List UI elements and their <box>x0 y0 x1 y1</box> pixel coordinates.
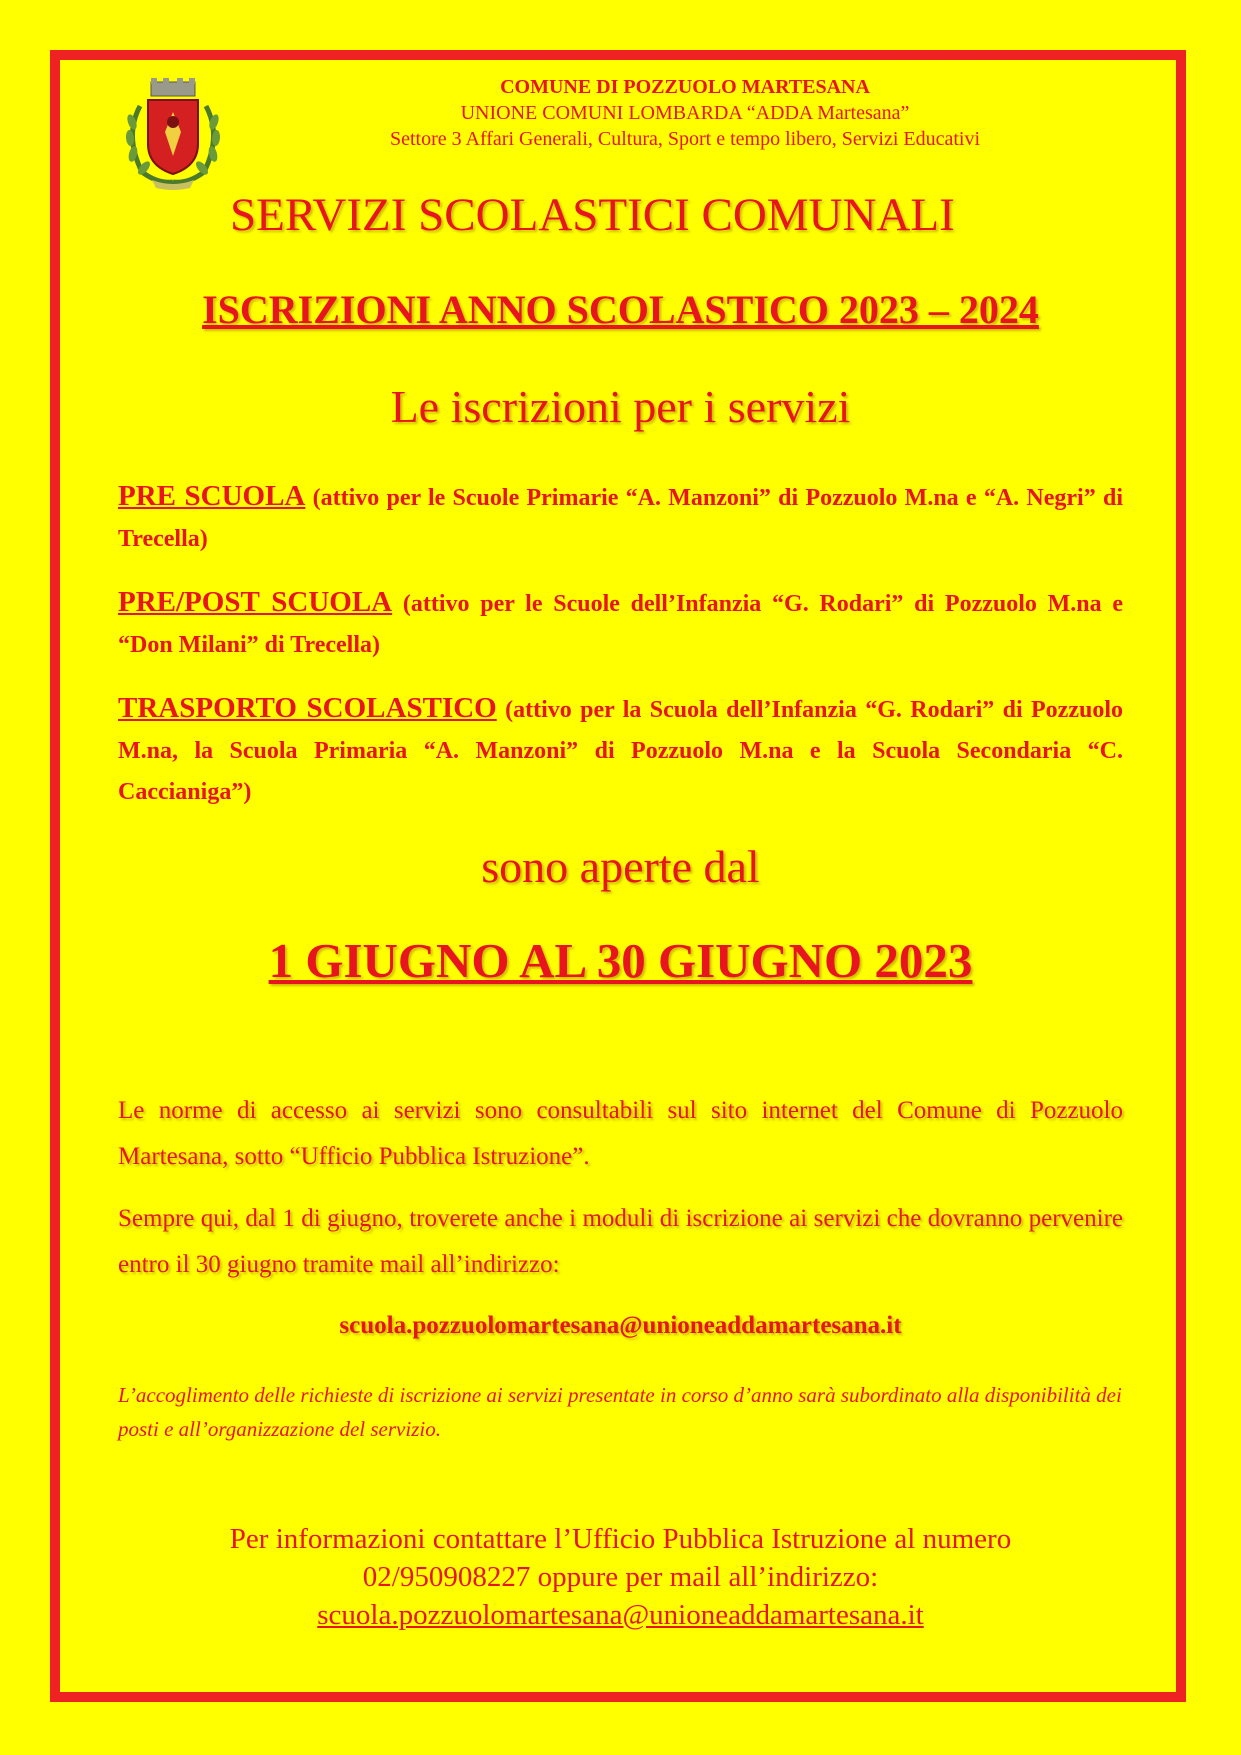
opens-label: sono aperte dal <box>481 841 760 892</box>
forms-paragraph: Sempre qui, dal 1 di giugno, troverete anche i moduli di iscrizione ai servizi che dovranno pervenire entro il 30 giugno tramite mail all’indirizzo: <box>118 1205 1123 1278</box>
page-title: SERVIZI SCOLASTICI COMUNALI <box>230 189 955 241</box>
service-description: (attivo per le Scuole Primarie “A. Manzoni” di Pozzuolo M.na e “A. Negri” di Trecella) <box>118 485 1123 552</box>
enrollment-dates: 1 GIUGNO AL 30 GIUGNO 2023 <box>268 933 973 988</box>
access-rules-paragraph: Le norme di accesso ai servizi sono consultabili sul sito internet del Comune di Pozzuolo Martesana, sotto “Ufficio Pubblica Istruzione”. <box>118 1097 1123 1170</box>
service-name: PRE/POST SCUOLA <box>118 586 393 618</box>
service-name: PRE SCUOLA <box>118 480 306 512</box>
service-item <box>118 688 1123 813</box>
service-description: (attivo per le Scuole dell’Infanzia “G. Rodari” di Pozzuolo M.na e “Don Milani” di Trecella) <box>118 591 1124 658</box>
enrollment-subtitle: ISCRIZIONI ANNO SCOLASTICO 2023 – 2024 <box>202 287 1039 332</box>
contact-line: Per informazioni contattare l’Ufficio Pubblica Istruzione al numero <box>229 1523 1012 1555</box>
disclaimer-note: L’accoglimento delle richieste di iscrizione ai servizi presentate in corso d’anno sarà subordinato alla disponibilità dei posti e all’organizzazione del servizio. <box>118 1383 1122 1441</box>
institution-header <box>320 74 1050 152</box>
contact-email-link[interactable]: scuola.pozzuolomartesana@unioneaddamartesana.it <box>317 1599 924 1631</box>
service-description: (attivo per la Scuola dell’Infanzia “G. Rodari” di Pozzuolo M.na, la Scuola Primaria “A. Manzoni” di Pozzuolo M.na e la Scuola Secondaria “C. Caccianiga”) <box>118 697 1123 805</box>
intro-text: Le iscrizioni per i servizi <box>390 381 851 432</box>
service-item <box>118 582 1123 666</box>
department-name: Settore 3 Affari Generali, Cultura, Sport e tempo libero, Servizi Educativi <box>389 128 981 150</box>
contact-info <box>0 1520 1241 1634</box>
email-address[interactable]: scuola.pozzuolomartesana@unioneaddamartesana.it <box>339 1312 902 1339</box>
coat-of-arms-icon <box>118 76 228 192</box>
union-name: UNIONE COMUNI LOMBARDA “ADDA Martesana” <box>460 102 910 124</box>
service-item <box>118 476 1123 560</box>
municipality-name: COMUNE DI POZZUOLO MARTESANA <box>500 76 870 98</box>
service-name: TRASPORTO SCOLASTICO <box>118 692 497 724</box>
contact-phone-line: 02/950908227 oppure per mail all’indirizzo: <box>362 1561 879 1593</box>
